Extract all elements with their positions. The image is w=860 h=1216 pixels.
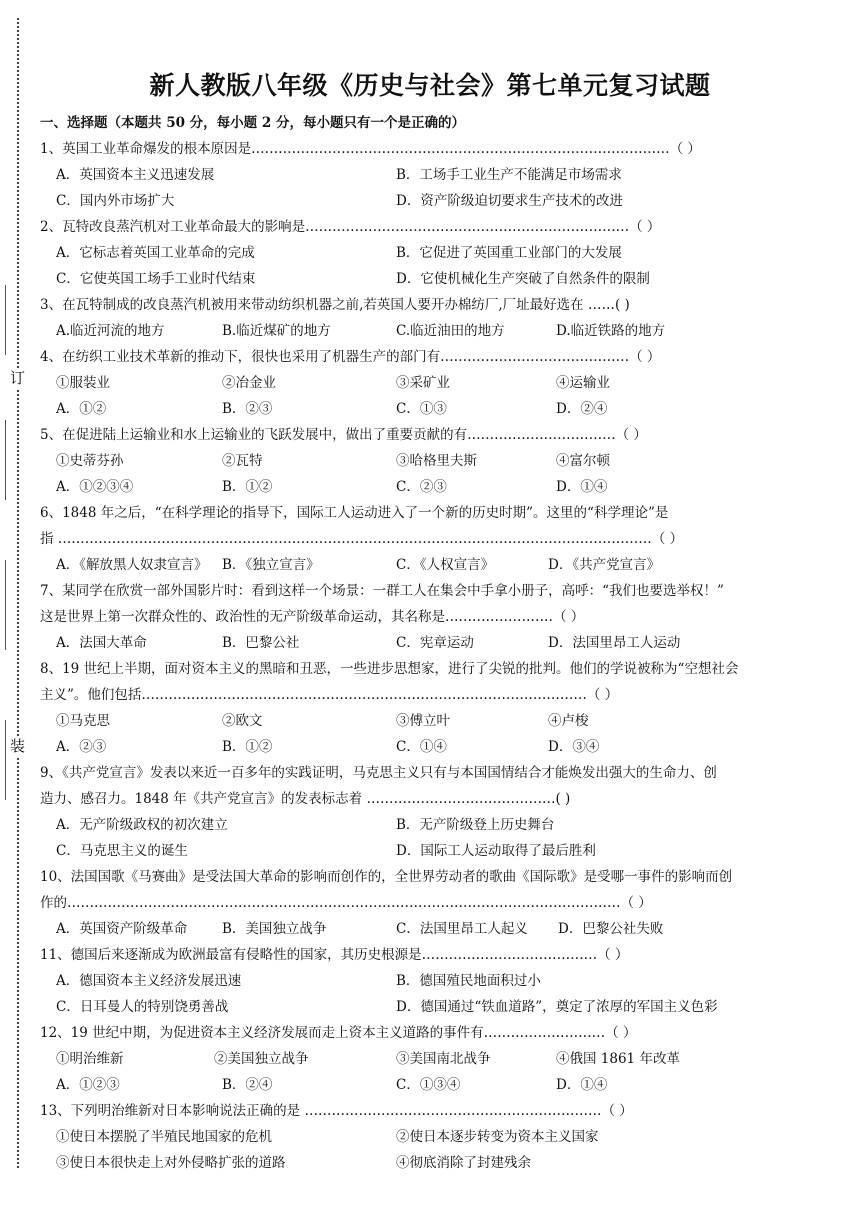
question-13-items-2 [40,1150,822,1176]
option-a: A．②③ [56,739,107,755]
option-a: A．法国大革命 [56,635,147,651]
option-c: C．①④ [396,739,447,755]
option-d: D.临近铁路的地方 [556,323,666,339]
question-4-stem: 4、在纺织工业技术革新的推动下，很快也采用了机器生产的部门有……………………………………（ ） [40,349,661,365]
question-11-options [40,968,822,994]
question-6-stem-cont: 指 ……………………………………………………………………………………………………………………（ ） [40,531,684,547]
item-3: ③采矿业 [396,375,450,391]
question-2-options [40,240,822,266]
question-5-items [40,448,822,474]
question-12-items [40,1046,822,1072]
option-b: B.临近煤矿的地方 [222,323,331,339]
question-5-options [40,474,822,500]
option-c: C．日耳曼人的特别饶勇善战 [56,999,229,1015]
question-10-stem: 10、法国国歌《马赛曲》是受法国大革命的影响而创作的，全世界劳动者的歌曲《国际歌》是受哪一事件的影响而创 [40,869,733,885]
question-6-stem: 6、1848 年之后，“在科学理论的指导下，国际工人运动进入了一个新的历史时期”。这里的“科学理论”是 [40,505,669,521]
option-c: C．法国里昂工人起义 [396,921,528,937]
option-b: B．美国独立战争 [222,921,327,937]
option-b: B．巴黎公社 [222,635,300,651]
item-4: ④富尔顿 [556,453,610,469]
item-2: ②瓦特 [222,453,263,469]
option-a: A．德国资本主义经济发展迅速 [56,973,242,989]
question-4-options [40,396,822,422]
option-c: C．①③ [396,401,447,417]
option-d: D．巴黎公社失败 [558,921,664,937]
item-3: ③美国南北战争 [396,1051,491,1067]
option-d: D．资产阶级迫切要求生产技术的改进 [396,193,623,209]
item-3: ③哈格里夫斯 [396,453,477,469]
question-5-stem: 5、在促进陆上运输业和水上运输业的飞跃发展中，做出了重要贡献的有……………………………（ ） [40,427,647,443]
question-8-items [40,708,822,734]
item-4: ④运输业 [556,375,610,391]
question-1-options [40,162,822,188]
option-b: B．工场手工业生产不能满足市场需求 [396,167,622,183]
option-a: A．它标志着英国工业革命的完成 [56,245,255,261]
option-b: B．①② [222,739,273,755]
question-13-items [40,1124,822,1150]
item-4: ④彻底消除了封建残余 [396,1155,531,1171]
option-c: C．《人权宣言》 [396,557,495,573]
question-8-options [40,734,822,760]
question-11-stem: 11、德国后来逐渐成为欧洲最富有侵略性的国家，其历史根源是…………………………………（ ） [40,947,629,963]
question-1-stem: 1、英国工业革命爆发的根本原因是…………………………………………………………………………………（ ） [40,141,701,157]
question-6-options [40,552,822,578]
option-c: C.临近油田的地方 [396,323,505,339]
question-9-stem-cont: 造力、感召力。1848 年《共产党宣言》的发表标志着 ……………………………………( ) [40,791,571,807]
page-title: 新人教版八年级《历史与社会》第七单元复习试题 [149,71,711,100]
question-1-options-2 [40,188,822,214]
option-a: A．《解放黑人奴隶宣言》 [56,557,208,573]
option-a: A．英国资产阶级革命 [56,921,188,937]
question-8-stem: 8、19 世纪上半期，面对资本主义的黑暗和丑恶，一些进步思想家，进行了尖锐的批判。他们的学说被称为“空想社会 [40,661,739,677]
question-4-items [40,370,822,396]
question-3-stem: 3、在瓦特制成的改良蒸汽机被用来带动纺织机器之前,若英国人要开办棉纺厂,厂址最好选在 ……( ) [40,297,630,313]
option-a: A．①②③ [56,1077,120,1093]
question-2-options-2 [40,266,822,292]
binding-rule [5,285,6,355]
option-c: C．②③ [396,479,447,495]
question-10-options [40,916,822,942]
question-10-stem-cont: 作的……………………………………………………………………………………………………………（ ） [40,895,652,911]
binding-rule [5,420,6,500]
binding-dotted-line [17,18,19,1168]
binding-rule [5,560,6,650]
option-a: A．无产阶级政权的初次建立 [56,817,228,833]
option-c: C．马克思主义的诞生 [56,843,188,859]
question-12-stem: 12、19 世纪中期，为促进资本主义经济发展而走上资本主义道路的事件有………………………（ ） [40,1025,637,1041]
item-3: ③使日本很快走上对外侵略扩张的道路 [56,1155,286,1171]
option-d: D．它使机械化生产突破了自然条件的限制 [396,271,650,287]
question-7-stem-cont: 这是世界上第一次群众性的、政治性的无产阶级革命运动，其名称是……………………（ ） [40,609,585,625]
question-9-stem: 9、《共产党宣言》发表以来近一百多年的实践证明，马克思主义只有与本国国情结合才能焕发出强大的生命力、创 [40,765,717,781]
item-1: ①服装业 [56,375,110,391]
item-2: ②美国独立战争 [214,1051,309,1067]
item-2: ②使日本逐步转变为资本主义国家 [396,1129,599,1145]
option-b: B．②③ [222,401,273,417]
item-1: ①使日本摆脱了半殖民地国家的危机 [56,1129,272,1145]
question-11-options-2 [40,994,822,1020]
item-1: ①史蒂芬孙 [56,453,124,469]
option-c: C．它使英国工场手工业时代结束 [56,271,256,287]
option-d: D．①④ [556,479,608,495]
item-3: ③傅立叶 [396,713,450,729]
option-c: C．宪章运动 [396,635,474,651]
option-d: D．《共产党宣言》 [548,557,661,573]
question-2-stem: 2、瓦特改良蒸汽机对工业革命最大的影响是………………………………………………………………（ ） [40,219,661,235]
option-d: D．①④ [556,1077,608,1093]
option-b: B．②④ [222,1077,273,1093]
question-7-options [40,630,822,656]
option-a: A.临近河流的地方 [56,323,165,339]
question-9-options [40,812,822,838]
item-4: ④卢梭 [548,713,589,729]
option-d: D．③④ [548,739,600,755]
option-c: C．国内外市场扩大 [56,193,175,209]
binding-char-zhuang: 装 [10,737,26,755]
option-d: D．德国通过“铁血道路”，奠定了浓厚的军国主义色彩 [396,999,718,1015]
section-heading: 一、选择题（本题共 50 分，每小题 2 分，每小题只有一个是正确的） [40,115,465,131]
option-b: B．它促进了英国重工业部门的大发展 [396,245,622,261]
question-9-options-2 [40,838,822,864]
option-a: A．①②③④ [56,479,134,495]
option-d: D．法国里昂工人运动 [548,635,681,651]
item-1: ①马克思 [56,713,110,729]
option-c: C．①③④ [396,1077,461,1093]
item-2: ②冶金业 [222,375,276,391]
option-a: A．①② [56,401,107,417]
binding-margin [0,0,40,1216]
binding-rule [5,720,6,800]
exam-content [40,110,822,1176]
question-12-options [40,1072,822,1098]
option-b: B．①② [222,479,273,495]
option-d: D．②④ [556,401,608,417]
option-b: B．《独立宣言》 [222,557,320,573]
item-2: ②欧文 [222,713,263,729]
item-1: ①明治维新 [56,1051,124,1067]
option-d: D．国际工人运动取得了最后胜利 [396,843,596,859]
option-b: B．无产阶级登上历史舞台 [396,817,555,833]
option-b: B．德国殖民地面积过小 [396,973,541,989]
item-4: ④俄国 1861 年改革 [556,1051,680,1067]
question-13-stem: 13、下列明治维新对日本影响说法正确的是 …………………………………………………………（ ） [40,1103,633,1119]
question-8-stem-cont: 主义”。他们包括………………………………………………………………………………………（ ） [40,687,619,703]
option-a: A．英国资本主义迅速发展 [56,167,215,183]
binding-char-ding: 订 [10,369,26,387]
question-3-options [40,318,822,344]
question-7-stem: 7、某同学在欣赏一部外国影片时：看到这样一个场景：一群工人在集会中手拿小册子，高呼：“我们也要选举权！” [40,583,724,599]
